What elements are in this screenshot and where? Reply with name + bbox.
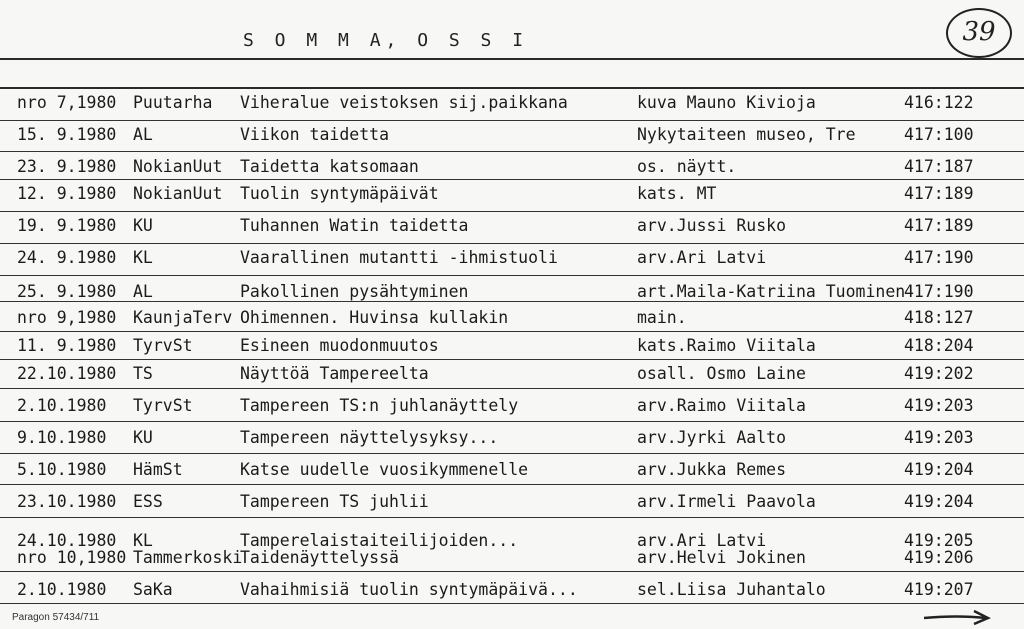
entry-credit: arv.Irmeli Paavola <box>637 492 816 511</box>
row-divider <box>0 484 1024 485</box>
entry-credit: osall. Osmo Laine <box>637 364 806 383</box>
printer-mark: Paragon 57434/711 <box>12 612 100 623</box>
entry-title: Vahaihmisiä tuolin syntymäpäivä... <box>240 580 578 599</box>
entry-ref: 419:203 <box>904 428 974 447</box>
list-item <box>0 396 1024 418</box>
list-item <box>0 460 1024 482</box>
entry-date: 22.10.1980 <box>17 364 117 383</box>
entry-credit: arv.Jussi Rusko <box>637 216 787 235</box>
header-rule-2 <box>0 87 1024 89</box>
row-divider <box>0 571 1024 572</box>
entry-date: 9.10.1980 <box>17 428 107 447</box>
entry-source: ESS <box>133 492 163 511</box>
entry-title: Katse uudelle vuosikymmenelle <box>240 460 529 479</box>
entry-date: 2.10.1980 <box>17 396 107 415</box>
entry-date: 11. 9.1980 <box>17 336 117 355</box>
entry-date: 19. 9.1980 <box>17 216 117 235</box>
entry-credit: os. näytt. <box>637 157 737 176</box>
entry-ref: 419:203 <box>904 396 974 415</box>
page-number-badge: 39 <box>946 8 1012 58</box>
row-divider <box>0 275 1024 276</box>
entry-title: Tamperelaistaiteilijoiden... <box>240 531 519 550</box>
entry-ref: 417:189 <box>904 216 974 235</box>
entry-date: 23. 9.1980 <box>17 157 117 176</box>
entry-credit: arv.Ari Latvi <box>637 531 767 550</box>
entry-date: 25. 9.1980 <box>17 282 117 301</box>
list-item <box>0 157 1024 179</box>
entry-date: 5.10.1980 <box>17 460 107 479</box>
entry-title: Tampereen näyttelysyksy... <box>240 428 499 447</box>
entry-source: KaunjaTerv <box>133 308 233 327</box>
row-divider <box>0 120 1024 121</box>
entry-ref: 418:127 <box>904 308 974 327</box>
entry-title: Ohimennen. Huvinsa kullakin <box>240 308 509 327</box>
entry-title: Viikon taidetta <box>240 125 390 144</box>
entry-credit: sel.Liisa Juhantalo <box>637 580 826 599</box>
list-item <box>0 93 1024 115</box>
row-divider <box>0 331 1024 332</box>
row-divider <box>0 243 1024 244</box>
list-item <box>0 364 1024 386</box>
list-item <box>0 308 1024 330</box>
row-divider <box>0 179 1024 180</box>
entry-source: KL <box>133 531 153 550</box>
list-item <box>0 125 1024 147</box>
entry-title: Tuhannen Watin taidetta <box>240 216 469 235</box>
row-divider <box>0 453 1024 454</box>
entry-date: 12. 9.1980 <box>17 184 117 203</box>
entry-ref: 419:206 <box>904 548 974 567</box>
entry-source: Puutarha <box>133 93 213 112</box>
entry-source: KL <box>133 248 153 267</box>
entry-title: Tampereen TS juhlii <box>240 492 429 511</box>
entry-ref: 417:100 <box>904 125 974 144</box>
entry-date: 24.10.1980 <box>17 531 117 550</box>
entry-date: nro 7,1980 <box>17 93 117 112</box>
entry-source: TyrvSt <box>133 396 193 415</box>
list-item <box>0 216 1024 238</box>
entry-title: Pakollinen pysähtyminen <box>240 282 469 301</box>
entry-date: nro 9,1980 <box>17 308 117 327</box>
header-rule <box>0 58 1024 60</box>
entry-credit: kuva Mauno Kivioja <box>637 93 816 112</box>
entry-title: Tuolin syntymäpäivät <box>240 184 439 203</box>
list-item <box>0 548 1024 570</box>
list-item <box>0 248 1024 270</box>
row-divider <box>0 301 1024 302</box>
entry-source: KU <box>133 428 153 447</box>
entry-credit: kats.Raimo Viitala <box>637 336 816 355</box>
entry-ref: 416:122 <box>904 93 974 112</box>
card-title: S O M M A, O S S I <box>243 30 529 51</box>
entry-date: 15. 9.1980 <box>17 125 117 144</box>
entry-ref: 419:202 <box>904 364 974 383</box>
row-divider <box>0 388 1024 389</box>
entry-ref: 419:207 <box>904 580 974 599</box>
entry-credit: kats. MT <box>637 184 717 203</box>
entry-source: NokianUut <box>133 184 223 203</box>
entry-source: Tammerkoski <box>133 548 243 567</box>
entry-title: Vaarallinen mutantti -ihmistuoli <box>240 248 558 267</box>
row-divider <box>0 421 1024 422</box>
row-divider <box>0 517 1024 518</box>
entry-title: Viheralue veistoksen sij.paikkana <box>240 93 568 112</box>
row-divider <box>0 211 1024 212</box>
entry-source: SaKa <box>133 580 173 599</box>
entry-source: AL <box>133 125 153 144</box>
entry-title: Näyttöä Tampereelta <box>240 364 429 383</box>
entry-title: Tampereen TS:n juhlanäyttely <box>240 396 519 415</box>
entry-credit: arv.Ari Latvi <box>637 248 767 267</box>
entry-source: TyrvSt <box>133 336 193 355</box>
list-item <box>0 428 1024 450</box>
row-divider <box>0 603 1024 604</box>
entry-ref: 419:204 <box>904 460 974 479</box>
entry-title: Taidenäyttelyssä <box>240 548 399 567</box>
list-item <box>0 580 1024 602</box>
entry-credit: Nykytaiteen museo, Tre <box>637 125 856 144</box>
entry-credit: arv.Helvi Jokinen <box>637 548 806 567</box>
list-item <box>0 184 1024 206</box>
list-item <box>0 336 1024 358</box>
arrow-right-icon <box>922 608 992 628</box>
entry-credit: arv.Jyrki Aalto <box>637 428 787 447</box>
entry-date: 24. 9.1980 <box>17 248 117 267</box>
entry-credit: arv.Jukka Remes <box>637 460 787 479</box>
entry-title: Esineen muodonmuutos <box>240 336 439 355</box>
entry-ref: 417:190 <box>904 248 974 267</box>
entry-date: nro 10,1980 <box>17 548 127 567</box>
row-divider <box>0 151 1024 152</box>
entry-source: TS <box>133 364 153 383</box>
entry-source: HämSt <box>133 460 183 479</box>
entry-credit: arv.Raimo Viitala <box>637 396 806 415</box>
entry-ref: 419:205 <box>904 531 974 550</box>
entry-date: 2.10.1980 <box>17 580 107 599</box>
entry-source: KU <box>133 216 153 235</box>
entry-credit: main. <box>637 308 687 327</box>
entry-credit: art.Maila-Katriina Tuominen <box>637 282 906 301</box>
entry-source: NokianUut <box>133 157 223 176</box>
entry-title: Taidetta katsomaan <box>240 157 419 176</box>
entry-ref: 417:187 <box>904 157 974 176</box>
entry-ref: 417:189 <box>904 184 974 203</box>
entry-ref: 417:190 <box>904 282 974 301</box>
row-divider <box>0 359 1024 360</box>
list-item <box>0 492 1024 514</box>
entry-source: AL <box>133 282 153 301</box>
entry-ref: 419:204 <box>904 492 974 511</box>
entry-date: 23.10.1980 <box>17 492 117 511</box>
entry-ref: 418:204 <box>904 336 974 355</box>
